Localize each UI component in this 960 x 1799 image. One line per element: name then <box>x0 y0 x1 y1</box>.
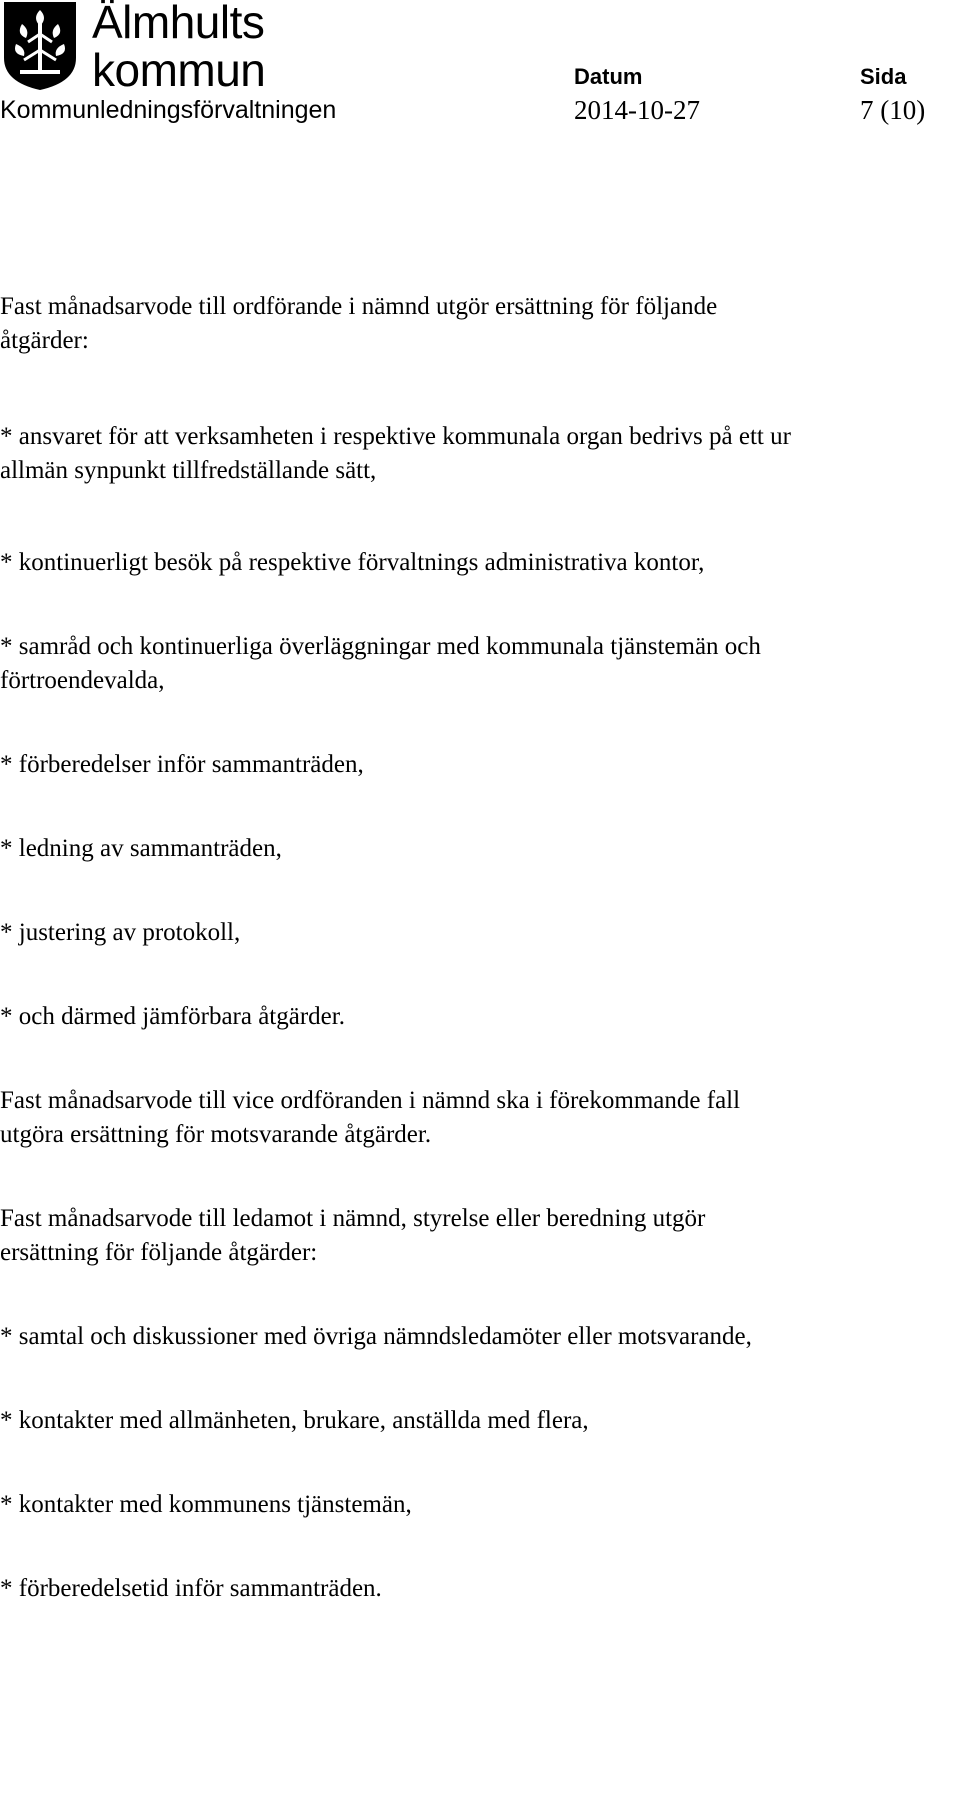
bullet-staff-contacts: * kontakter med kommunens tjänstemän, <box>0 1491 412 1518</box>
page-label: Sida <box>860 64 907 89</box>
date-label: Datum <box>574 64 643 89</box>
page-number: 7 (10) <box>860 95 926 125</box>
bullet-minutes-approval: * justering av protokoll, <box>0 919 241 946</box>
paragraph-member-intro-line-2: ersättning för följande åtgärder: <box>0 1239 318 1266</box>
bullet-responsibility-line-2: allmän synpunkt tillfredställande sätt, <box>0 457 377 484</box>
bullet-public-contacts: * kontakter med allmänheten, brukare, anställda med flera, <box>0 1407 589 1434</box>
bullet-meeting-preparation: * förberedelser inför sammanträden, <box>0 751 364 778</box>
paragraph-vice-chair-line-1: Fast månadsarvode till vice ordföranden i nämnd ska i förekommande fall <box>0 1087 741 1114</box>
bullet-consultation-line-2: förtroendevalda, <box>0 667 165 694</box>
bullet-office-visits: * kontinuerligt besök på respektive förvaltnings administrativa kontor, <box>0 549 705 576</box>
bullet-comparable-measures: * och därmed jämförbara åtgärder. <box>0 1003 345 1030</box>
paragraph-chair-intro-line-1: Fast månadsarvode till ordförande i nämnd utgör ersättning för följande <box>0 293 718 320</box>
paragraph-member-intro-line-1: Fast månadsarvode till ledamot i nämnd, styrelse eller beredning utgör <box>0 1205 706 1232</box>
wordmark-line-1: Älmhults <box>92 0 265 48</box>
municipality-wordmark <box>92 0 266 96</box>
department-name: Kommunledningsförvaltningen <box>0 96 337 124</box>
date-value: 2014-10-27 <box>574 95 700 125</box>
bullet-consultation-line-1: * samråd och kontinuerliga överläggningar med kommunala tjänstemän och <box>0 633 761 660</box>
wordmark-line-2: kommun <box>92 44 266 96</box>
paragraph-vice-chair-line-2: utgöra ersättning för motsvarande åtgärder. <box>0 1121 432 1148</box>
bullet-meeting-leadership: * ledning av sammanträden, <box>0 835 282 862</box>
bullet-preparation-time: * förberedelsetid inför sammanträden. <box>0 1575 382 1602</box>
bullet-discussions: * samtal och diskussioner med övriga nämndsledamöter eller motsvarande, <box>0 1323 752 1350</box>
paragraph-chair-intro-line-2: åtgärder: <box>0 327 89 354</box>
bullet-responsibility-line-1: * ansvaret för att verksamheten i respektive kommunala organ bedrivs på ett ur <box>0 423 791 450</box>
document-body <box>0 290 958 1606</box>
coat-of-arms-logo <box>2 0 78 92</box>
